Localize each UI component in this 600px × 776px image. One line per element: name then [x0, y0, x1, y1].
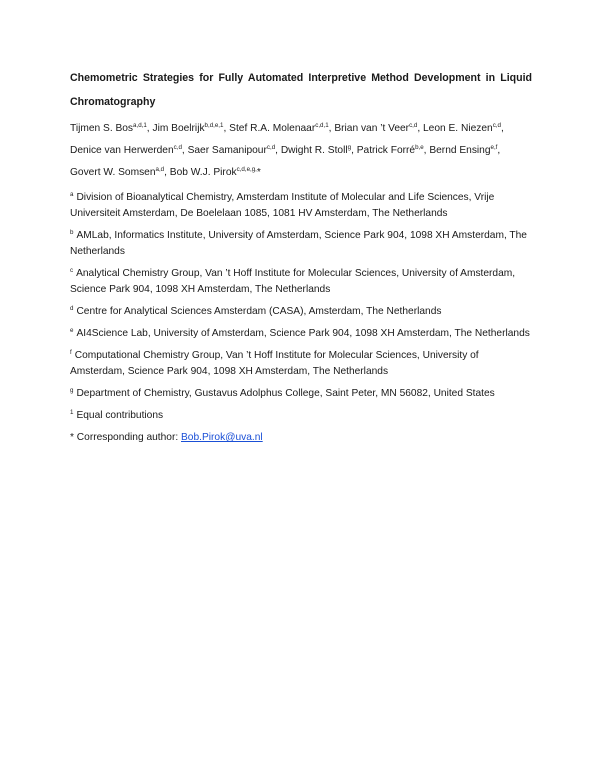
affiliation-b: $^b$ AMLab, Informatics Institute, University of Amsterdam, Science Park 904, 1098 XH Amsterdam, The Netherlands — [70, 229, 527, 257]
affiliation-g: $^g$ Department of Chemistry, Gustavus Adolphus College, Saint Peter, MN 56082, United States — [70, 387, 495, 399]
author: Denice van Herwerden$^{c,d}$, — [70, 144, 188, 156]
author: Dwight R. Stoll$^g$, — [280, 144, 357, 156]
author: Leon E. Niezen$^{c,d}$, — [423, 122, 504, 134]
author: Stef R.A. Molenaar$^{c,d,1}$, — [229, 122, 335, 134]
corresponding-author: * Corresponding author: Bob.Pirok@uva.nl — [70, 432, 263, 443]
author: Tijmen S. Bos$^{a,d,1}$, — [70, 122, 153, 134]
paper-title: Chemometric Strategies for Fully Automated Interpretive Method Development in Liquid Chromatography — [70, 72, 532, 108]
affiliation-e: $^e$ AI4Science Lab, University of Amsterdam, Science Park 904, 1098 XH Amsterdam, The Netherlands — [70, 327, 530, 339]
author-list — [70, 118, 532, 184]
author: Govert W. Somsen$^{a,d}$, — [70, 166, 170, 178]
affiliation-c: $^c$ Analytical Chemistry Group, Van ’t Hoff Institute for Molecular Sciences, University of Amsterdam, Science Park 904, 1098 XH Amsterdam, The Netherlands — [70, 267, 516, 295]
affiliation-a: $^a$ Division of Bioanalytical Chemistry, Amsterdam Institute of Molecular and Life Sciences, Vrije Universiteit Amsterdam, De Boelelaan 1085, 1081 HV Amsterdam, The Netherlands — [70, 191, 495, 219]
author: Brian van ’t Veer$^{c,d}$, — [334, 122, 424, 134]
equal-contribution-note: $^1$ Equal contributions — [70, 409, 164, 421]
email-link[interactable]: Bob.Pirok@uva.nl — [181, 432, 263, 443]
author: Bernd Ensing$^{e,f}$, — [429, 144, 501, 156]
affiliation-d: $^d$ Centre for Analytical Sciences Amsterdam (CASA), Amsterdam, The Netherlands — [70, 305, 442, 317]
affiliation-f: $^f$ Computational Chemistry Group, Van ’t Hoff Institute for Molecular Sciences, University of Amsterdam, Science Park 904, 1098 XH Amsterdam, The Netherlands — [70, 349, 479, 377]
author: Bob W.J. Pirok$^{c,d,e,g,}$* — [169, 166, 261, 178]
author: Patrick Forré$^{b,e}$, — [356, 144, 430, 156]
author: Jim Boelrijk$^{b,d,e,1}$, — [152, 122, 230, 134]
author: Saer Samanipour$^{c,d}$, — [187, 144, 281, 156]
